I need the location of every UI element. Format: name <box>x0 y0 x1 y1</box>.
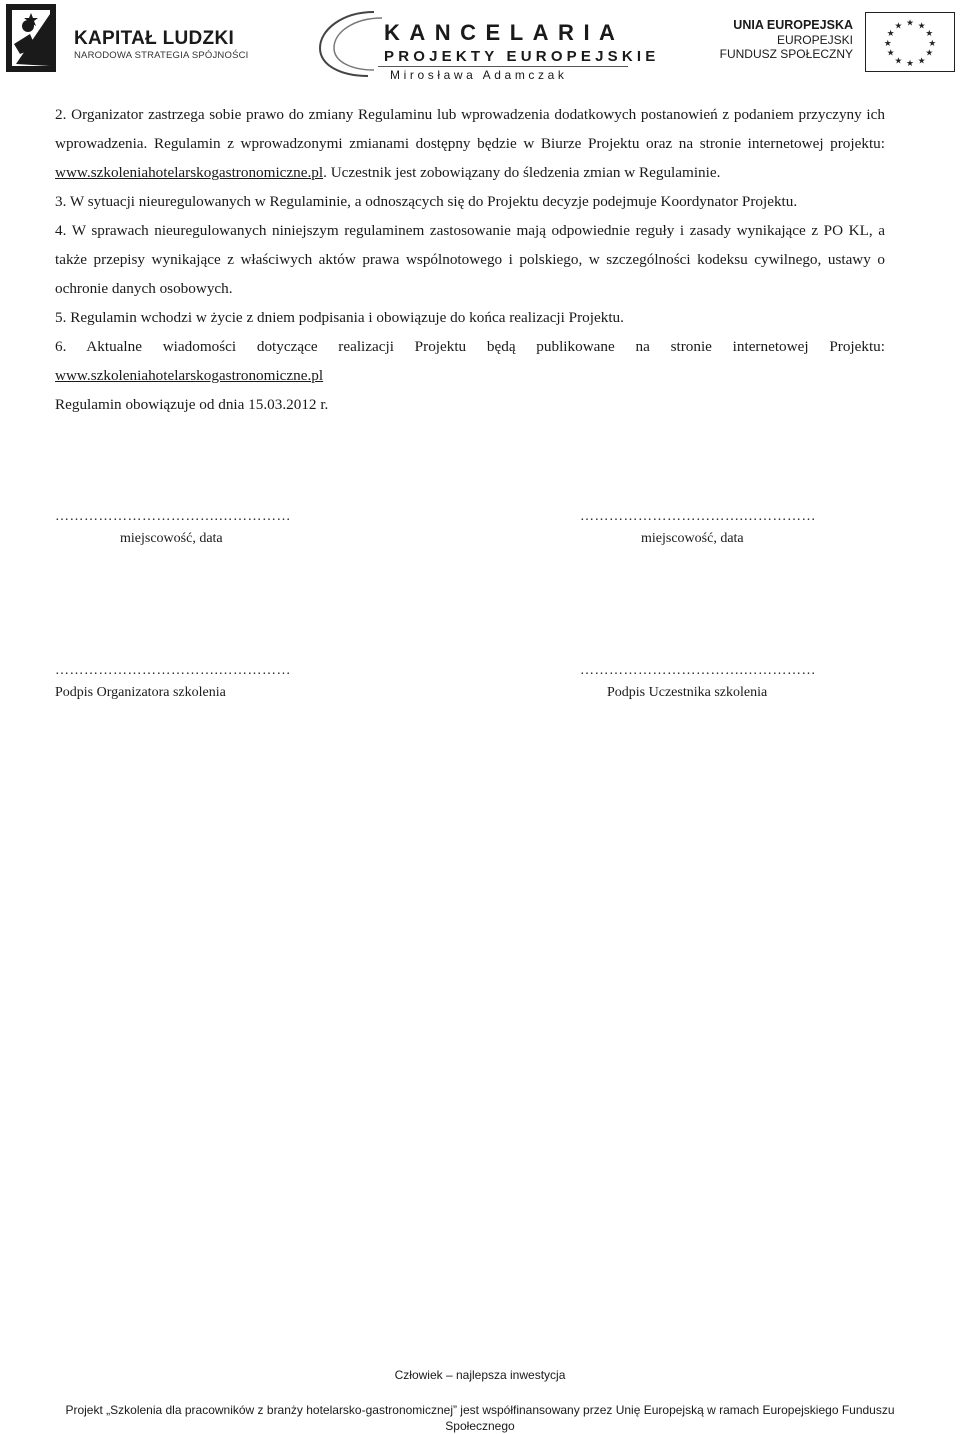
signature-line-right-date: …………………………….…………… <box>580 509 816 524</box>
paragraph-3: 3. W sytuacji nieuregulowanych w Regulaminie, a odnoszących się do Projektu decyzje podejmuje Koordynator Projektu. <box>55 193 798 210</box>
eu-text-block <box>720 18 853 62</box>
paragraph-2 <box>55 100 885 187</box>
project-website-link[interactable]: www.szkoleniahotelarskogastronomiczne.pl <box>55 164 324 181</box>
eu-line-1: UNIA EUROPEJSKA <box>733 18 853 32</box>
svg-text:★: ★ <box>883 38 892 49</box>
eu-efs-logo <box>719 12 957 74</box>
paragraph-6: 6. Aktualne wiadomości dotyczące realizacji Projektu będą publikowane na stronie internetowej Projektu: <box>55 338 885 355</box>
signature-line-organizer: …………………………….…………… <box>55 663 291 678</box>
page-header <box>0 0 960 80</box>
svg-text:★: ★ <box>925 29 934 40</box>
kancelaria-divider <box>378 66 628 67</box>
svg-text:★: ★ <box>906 18 914 29</box>
svg-text:★: ★ <box>925 48 934 59</box>
svg-text:★: ★ <box>928 38 937 49</box>
svg-text:★: ★ <box>886 29 895 40</box>
svg-text:★: ★ <box>886 48 895 59</box>
signature-line-participant: …………………………….…………… <box>580 663 816 678</box>
kapital-ludzki-subtitle: NARODOWA STRATEGIA SPÓJNOŚCI <box>74 50 249 61</box>
svg-text:★: ★ <box>917 21 926 32</box>
kancelaria-title: KANCELARIA <box>384 20 625 45</box>
footer-motto: Człowiek – najlepsza inwestycja <box>394 1368 566 1382</box>
organizer-signature-label: Podpis Organizatora szkolenia <box>55 685 226 700</box>
eu-line-2: EUROPEJSKI <box>776 32 853 47</box>
svg-text:★: ★ <box>917 56 926 67</box>
place-date-label-right: miejscowość, data <box>641 531 744 546</box>
paragraph-4: 4. W sprawach nieuregulowanych niniejszym regulaminem zastosowanie mają odpowiednie reguły i zasady wynikające z PO KL, a także przepisy wynikające z właściwych aktów prawa wspólnotowego i polskiego, w szczególności kodeksu cywilnego, ustawy o ochronie danych osobowych. <box>55 222 885 297</box>
place-date-label-left: miejscowość, data <box>120 531 223 546</box>
svg-text:★: ★ <box>894 21 903 32</box>
signature-line-left-date: …………………………….…………… <box>55 509 291 524</box>
eu-line-3: FUNDUSZ SPOŁECZNY <box>719 47 853 61</box>
footer-project-note: Projekt „Szkolenia dla pracowników z branży hotelarsko-gastronomicznej” jest współfinansowany przez Unię Europejską w ramach Europejskiego Funduszu Społecznego <box>65 1403 895 1433</box>
kapital-ludzki-logo <box>6 4 249 74</box>
paragraph-2-text-end: . Uczestnik jest zobowiązany do śledzenia zmian w Regulaminie. <box>323 164 721 181</box>
regulations-body <box>55 100 885 419</box>
participant-signature-label: Podpis Uczestnika szkolenia <box>607 685 768 700</box>
validity-date: Regulamin obowiązuje od dnia 15.03.2012 r. <box>55 396 329 413</box>
kancelaria-logo <box>312 8 660 82</box>
paragraph-2-text: 2. Organizator zastrzega sobie prawo do zmiany Regulaminu lub wprowadzenia dodatkowych postanowień z podaniem przyczyny ich wprowadzenia. Regulamin z wprowadzonymi zmianami dostępny będzie w Biurze Projektu oraz na stronie internetowej projektu: <box>55 106 885 152</box>
svg-text:★: ★ <box>894 56 903 67</box>
kapital-ludzki-emblem-icon <box>6 4 64 72</box>
kancelaria-subtitle: PROJEKTY EUROPEJSKIE <box>384 48 660 65</box>
eu-flag-icon <box>865 12 955 72</box>
svg-text:★: ★ <box>906 59 914 70</box>
paragraph-5: 5. Regulamin wchodzi w życie z dniem podpisania i obowiązuje do końca realizacji Projektu. <box>55 309 624 326</box>
kancelaria-owner: Mirosława Adamczak <box>390 68 568 82</box>
project-website-link-2[interactable]: www.szkoleniahotelarskogastronomiczne.pl <box>55 367 324 384</box>
kapital-ludzki-title: KAPITAŁ LUDZKI <box>74 28 235 49</box>
